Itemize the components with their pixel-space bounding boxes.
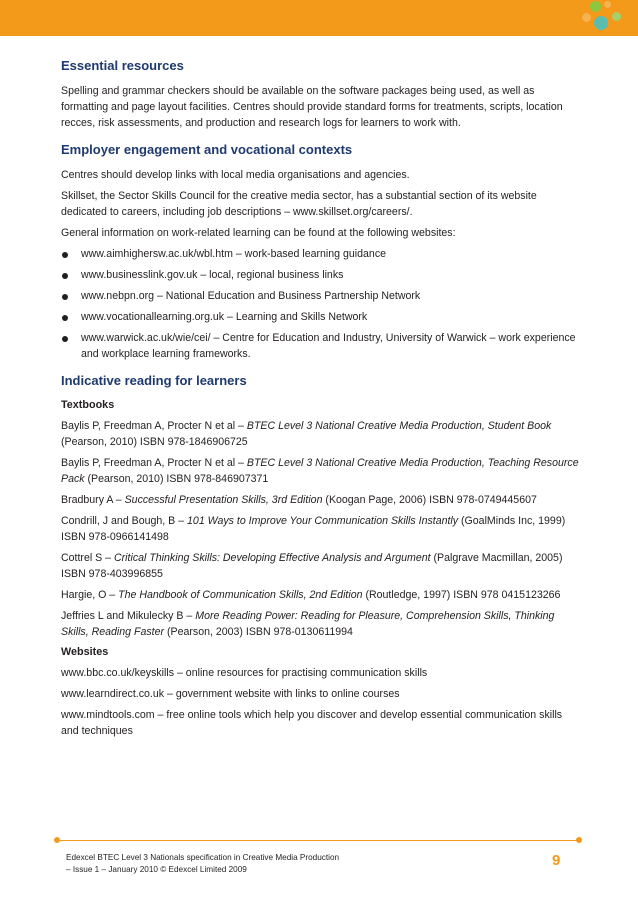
book-author: Cottrel S –: [61, 552, 114, 564]
paragraph: Centres should develop links with local media organisations and agencies.: [61, 169, 410, 181]
paragraph: Spelling and grammar checkers should be available on the software packages being used, as well as formatting and page layout facilities. Centres should provide standard forms for treatments, scripts, location recces, risk assessments, and production and research logs for learners to work with.: [61, 85, 563, 129]
book-title: Critical Thinking Skills: Developing Effective Analysis and Argument: [114, 552, 431, 564]
decorative-dot: [582, 13, 591, 22]
list-item-text: www.nebpn.org – National Education and Business Partnership Network: [81, 290, 421, 302]
book-publication: (Pearson, 2003) ISBN 978-0130611994: [164, 626, 353, 638]
book-publication: (Palgrave Macmillan, 2005) ISBN 978-403996855: [61, 552, 563, 580]
book-author: Bradbury A –: [61, 494, 125, 506]
footer-citation: [66, 852, 386, 876]
subheading-textbooks: Textbooks: [61, 399, 115, 411]
section-heading: Essential resources: [61, 58, 184, 73]
list-item: [61, 288, 581, 304]
footer-dot: [576, 837, 582, 843]
decorative-dot: [590, 1, 601, 12]
book-publication: (Routledge, 1997) ISBN 978 0415123266: [362, 589, 561, 601]
list-item: [61, 330, 581, 362]
decorative-dot: [612, 12, 621, 21]
book-title: 101 Ways to Improve Your Communication Skills Instantly: [187, 515, 459, 527]
footer-dot: [54, 837, 60, 843]
indicative-reading-section: [61, 373, 581, 739]
book-entry: [61, 550, 581, 582]
bullet-icon: [62, 336, 68, 342]
essential-resources-section: [61, 58, 581, 131]
book-entry: [61, 492, 581, 508]
book-author: Jeffries L and Mikulecky B –: [61, 610, 196, 622]
subheading-websites: Websites: [61, 646, 109, 658]
book-author: Baylis P, Freedman A, Procter N et al –: [61, 420, 247, 432]
page-content: [61, 58, 581, 750]
bullet-icon: [62, 252, 68, 258]
book-title: BTEC Level 3 National Creative Media Production, Student Book: [246, 420, 552, 432]
book-entry: [61, 418, 581, 450]
book-entry: [61, 513, 581, 545]
book-entry: [61, 608, 581, 640]
list-item: [61, 267, 581, 283]
website-list: [61, 246, 581, 362]
book-entry: [61, 587, 581, 603]
book-publication: (Koogan Page, 2006) ISBN 978-0749445607: [322, 494, 537, 506]
website-entry: www.bbc.co.uk/keyskills – online resources for practising communication skills: [61, 667, 428, 679]
book-title: The Handbook of Communication Skills, 2nd Edition: [118, 589, 363, 601]
website-entry: www.learndirect.co.uk – government website with links to online courses: [61, 688, 400, 700]
footer-divider: [57, 840, 579, 841]
header-bar: [0, 0, 638, 36]
list-item: [61, 309, 581, 325]
book-publication: (Pearson, 2010) ISBN 978-846907371: [84, 473, 269, 485]
paragraph: Skillset, the Sector Skills Council for the creative media sector, has a substantial section of its website dedicated to careers, including job descriptions – www.skillset.org/careers/.: [61, 190, 537, 218]
list-item-text: www.warwick.ac.uk/wie/cei/ – Centre for Education and Industry, University of Warwick – work experience and workplace learning frameworks.: [81, 332, 576, 360]
page-number: 9: [552, 852, 561, 869]
bullet-icon: [62, 273, 68, 279]
footer-line-2: – Issue 1 – January 2010 © Edexcel Limited 2009: [66, 865, 247, 874]
book-title: BTEC Level 3 National Creative Media Production, Teaching Resource Pack: [61, 457, 579, 485]
list-item-text: www.businesslink.gov.uk – local, regional business links: [81, 269, 344, 281]
book-author: Condrill, J and Bough, B –: [61, 515, 188, 527]
footer-line-1: Edexcel BTEC Level 3 Nationals specification in Creative Media Production: [66, 853, 340, 862]
book-author: Baylis P, Freedman A, Procter N et al –: [61, 457, 247, 469]
decorative-dot: [594, 16, 608, 30]
book-title: Successful Presentation Skills, 3rd Edition: [124, 494, 323, 506]
decorative-dot: [604, 1, 611, 8]
section-heading: Indicative reading for learners: [61, 373, 247, 388]
paragraph: General information on work-related learning can be found at the following websites:: [61, 227, 456, 239]
bullet-icon: [62, 294, 68, 300]
employer-engagement-section: [61, 142, 581, 362]
book-publication: (GoalMinds Inc, 1999) ISBN 978-0966141498: [61, 515, 566, 543]
book-entry: [61, 455, 581, 487]
list-item: [61, 246, 581, 262]
website-entry: www.mindtools.com – free online tools which help you discover and develop essential communication skills and techniques: [61, 709, 563, 737]
section-heading: Employer engagement and vocational contexts: [61, 142, 353, 157]
bullet-icon: [62, 315, 68, 321]
book-publication: (Pearson, 2010) ISBN 978-1846906725: [61, 436, 248, 448]
book-author: Hargie, O –: [61, 589, 119, 601]
book-title: More Reading Power: Reading for Pleasure, Comprehension Skills, Thinking Skills, Reading Faster: [61, 610, 555, 638]
list-item-text: www.aimhighersw.ac.uk/wbl.htm – work-based learning guidance: [81, 248, 387, 260]
list-item-text: www.vocationallearning.org.uk – Learning and Skills Network: [81, 311, 368, 323]
